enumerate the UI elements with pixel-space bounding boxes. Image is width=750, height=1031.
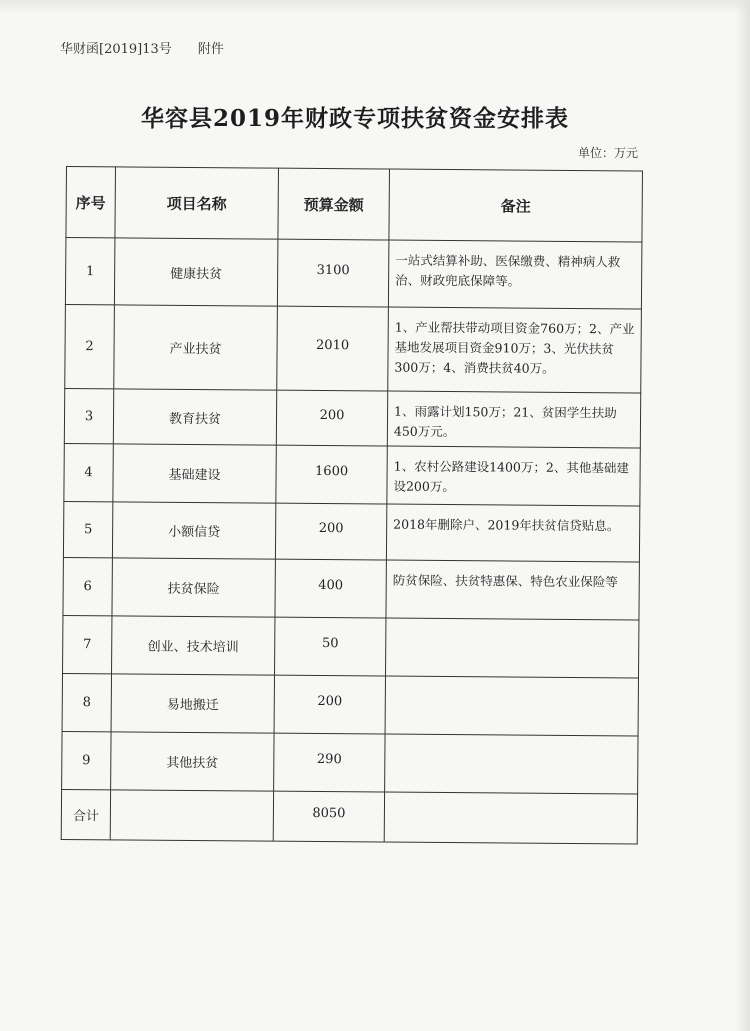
budget-amount-value: 50 xyxy=(321,636,339,652)
total-amount xyxy=(273,791,384,842)
row-number: 7 xyxy=(63,615,112,673)
table-header-row xyxy=(66,167,643,243)
remark-cell xyxy=(387,391,640,448)
remark-cell xyxy=(386,560,639,620)
document-number: 华财函[2019]13号 xyxy=(60,42,172,57)
column-header-note: 备注 xyxy=(389,169,643,242)
remark-text xyxy=(385,735,637,751)
budget-amount-value: 200 xyxy=(317,693,343,710)
row-number: 9 xyxy=(62,731,111,789)
row-number: 5 xyxy=(63,501,112,557)
remark-text: 1、农村公路建设1400万；2、其他基础建设200万。 xyxy=(393,458,629,495)
budget-amount xyxy=(275,617,386,676)
budget-amount-value: 1600 xyxy=(315,463,349,480)
table-row xyxy=(65,238,642,310)
row-number: 4 xyxy=(64,443,113,501)
budget-amount xyxy=(277,306,389,391)
budget-amount xyxy=(274,675,385,734)
row-number: 3 xyxy=(64,388,113,443)
remark-cell xyxy=(388,240,642,309)
budget-amount xyxy=(276,445,387,504)
remark-text xyxy=(386,619,638,635)
project-name: 创业、技术培训 xyxy=(112,616,275,675)
total-label: 合计 xyxy=(61,789,110,839)
budget-amount xyxy=(275,503,386,560)
remark-text: 2018年删除户、2019年扶贫信贷贴息。 xyxy=(393,516,620,534)
remark-text: 防贫保险、扶贫特惠保、特色农业保险等 xyxy=(392,572,618,590)
row-number: 1 xyxy=(65,238,115,305)
total-name xyxy=(110,790,273,841)
project-name: 基础建设 xyxy=(113,444,276,503)
table-row xyxy=(62,673,638,736)
project-name: 健康扶贫 xyxy=(114,238,278,306)
budget-amount-value: 400 xyxy=(318,577,344,594)
row-number: 6 xyxy=(63,557,112,615)
column-header-amount: 预算金额 xyxy=(278,168,390,240)
remark-cell xyxy=(385,734,638,794)
column-header-no: 序号 xyxy=(66,167,116,238)
budget-amount xyxy=(277,239,389,307)
table-row xyxy=(63,501,639,562)
budget-amount-value: 3100 xyxy=(316,262,350,278)
remark-cell xyxy=(385,676,638,736)
total-amount-value: 8050 xyxy=(312,805,346,822)
table-row xyxy=(64,443,640,506)
remark-text: 一站式结算补助、医保缴费、精神病人救治、财政兜底保障等。 xyxy=(395,252,621,289)
budget-amount-value: 2010 xyxy=(315,337,350,354)
budget-amount xyxy=(275,559,386,618)
budget-amount xyxy=(276,390,387,446)
allocation-table xyxy=(61,166,643,845)
budget-amount xyxy=(274,733,385,792)
budget-amount-value: 290 xyxy=(316,751,342,768)
remark-text: 1、产业帮扶带动项目资金760万；2、产业基地发展项目资金910万；3、光伏扶贫300万；4、消费扶贫40万。 xyxy=(394,319,635,376)
document-reference xyxy=(60,38,246,57)
remark-cell xyxy=(386,504,639,562)
table-row xyxy=(62,731,638,794)
row-number: 2 xyxy=(65,304,115,388)
row-number: 8 xyxy=(62,673,111,731)
table-row xyxy=(64,388,640,448)
table-row xyxy=(63,557,639,620)
column-header-name: 项目名称 xyxy=(115,167,279,239)
scan-shadow-top xyxy=(0,0,750,14)
budget-amount-value: 200 xyxy=(319,407,345,423)
project-name: 其他扶贫 xyxy=(111,732,274,791)
attachment-label: 附件 xyxy=(197,42,224,57)
unit-label: 单位：万元 xyxy=(577,146,638,160)
remark-text: 1、雨露计划150万；21、贫困学生扶助450万元。 xyxy=(393,403,617,440)
project-name: 教育扶贫 xyxy=(113,389,276,445)
project-name: 产业扶贫 xyxy=(114,305,278,390)
page-title: 华容县2019年财政专项扶贫资金安排表 xyxy=(140,105,569,132)
remark-cell xyxy=(386,618,639,678)
project-name: 扶贫保险 xyxy=(112,558,275,617)
table-row xyxy=(65,304,642,393)
scan-shadow-right xyxy=(736,0,750,1031)
table-total-row xyxy=(61,789,637,844)
total-remark xyxy=(384,792,637,844)
project-name: 易地搬迁 xyxy=(111,674,274,733)
remark-text xyxy=(386,677,638,693)
project-name: 小额信贷 xyxy=(112,502,275,559)
remark-cell xyxy=(388,307,642,393)
budget-amount-value: 200 xyxy=(318,520,344,537)
table-row xyxy=(63,615,639,678)
remark-cell xyxy=(387,446,640,506)
